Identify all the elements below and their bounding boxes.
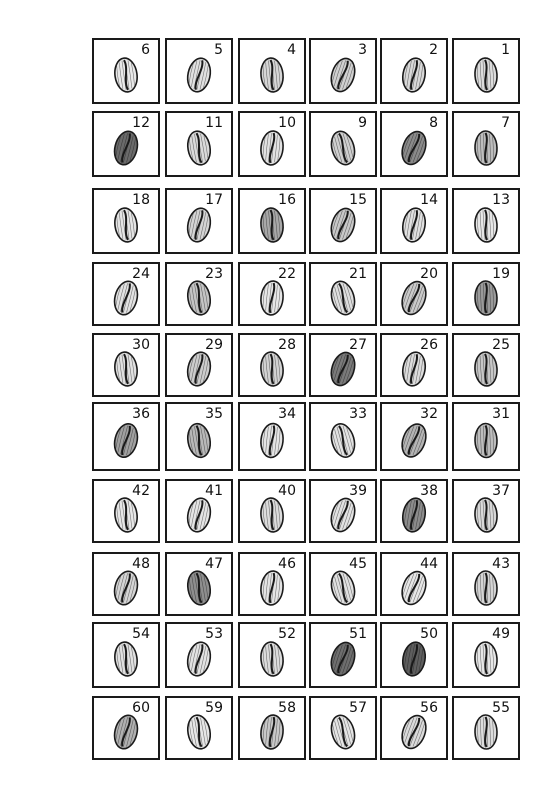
bean-card xyxy=(452,111,520,177)
coffee-bean-icon xyxy=(454,698,522,762)
coffee-bean-icon xyxy=(382,554,450,618)
coffee-bean-icon xyxy=(167,190,235,254)
card-number: 53 xyxy=(205,626,223,642)
bean-card xyxy=(238,333,306,397)
bean-card xyxy=(309,402,377,471)
coffee-bean-icon xyxy=(240,190,308,254)
coffee-bean-icon xyxy=(94,40,162,104)
coffee-bean-icon xyxy=(454,335,522,399)
card-number: 43 xyxy=(492,556,510,572)
card-number: 1 xyxy=(501,42,510,58)
bean-card xyxy=(238,622,306,688)
coffee-bean-icon xyxy=(167,624,235,688)
bean-card xyxy=(452,402,520,471)
card-number: 48 xyxy=(132,556,150,572)
coffee-bean-icon xyxy=(311,113,379,177)
bean-card xyxy=(309,262,377,326)
coffee-bean-icon xyxy=(311,481,379,545)
coffee-bean-icon xyxy=(382,481,450,545)
card-number: 47 xyxy=(205,556,223,572)
card-number: 45 xyxy=(349,556,367,572)
bean-card xyxy=(380,188,448,254)
card-number: 6 xyxy=(141,42,150,58)
bean-card xyxy=(309,333,377,397)
card-number: 35 xyxy=(205,406,223,422)
bean-card xyxy=(92,188,160,254)
coffee-bean-icon xyxy=(311,554,379,618)
bean-card xyxy=(92,333,160,397)
bean-card xyxy=(92,111,160,177)
card-number: 33 xyxy=(349,406,367,422)
coffee-bean-icon xyxy=(311,404,379,468)
card-number: 28 xyxy=(278,337,296,353)
card-number: 29 xyxy=(205,337,223,353)
coffee-bean-icon xyxy=(311,264,379,328)
card-number: 57 xyxy=(349,700,367,716)
card-number: 31 xyxy=(492,406,510,422)
card-number: 56 xyxy=(420,700,438,716)
bean-card xyxy=(452,188,520,254)
bean-card xyxy=(380,622,448,688)
coffee-bean-icon xyxy=(382,624,450,688)
card-number: 55 xyxy=(492,700,510,716)
bean-card xyxy=(165,622,233,688)
bean-card xyxy=(92,696,160,760)
card-number: 3 xyxy=(358,42,367,58)
coffee-bean-icon xyxy=(382,190,450,254)
coffee-bean-icon xyxy=(167,404,235,468)
coffee-bean-icon xyxy=(240,698,308,762)
coffee-bean-icon xyxy=(240,404,308,468)
bean-card xyxy=(165,333,233,397)
card-number: 22 xyxy=(278,266,296,282)
bean-card xyxy=(380,111,448,177)
card-number: 14 xyxy=(420,192,438,208)
coffee-bean-icon xyxy=(94,698,162,762)
card-number: 25 xyxy=(492,337,510,353)
bean-card xyxy=(92,38,160,104)
card-number: 8 xyxy=(429,115,438,131)
coffee-bean-icon xyxy=(167,264,235,328)
card-number: 21 xyxy=(349,266,367,282)
coffee-bean-icon xyxy=(454,113,522,177)
bean-card xyxy=(238,188,306,254)
card-number: 9 xyxy=(358,115,367,131)
card-number: 52 xyxy=(278,626,296,642)
card-number: 7 xyxy=(501,115,510,131)
card-number: 34 xyxy=(278,406,296,422)
coffee-bean-icon xyxy=(454,481,522,545)
bean-card xyxy=(92,552,160,616)
card-number: 46 xyxy=(278,556,296,572)
card-number: 38 xyxy=(420,483,438,499)
bean-card xyxy=(380,479,448,543)
coffee-bean-icon xyxy=(454,404,522,468)
bean-card xyxy=(452,38,520,104)
bean-card xyxy=(309,479,377,543)
card-number: 60 xyxy=(132,700,150,716)
card-number: 18 xyxy=(132,192,150,208)
coffee-bean-icon xyxy=(311,190,379,254)
bean-card xyxy=(165,552,233,616)
card-number: 11 xyxy=(205,115,223,131)
bean-card xyxy=(452,479,520,543)
card-number: 4 xyxy=(287,42,296,58)
bean-card xyxy=(452,262,520,326)
card-number: 58 xyxy=(278,700,296,716)
card-number: 12 xyxy=(132,115,150,131)
coffee-bean-icon xyxy=(382,404,450,468)
bean-card xyxy=(309,552,377,616)
bean-card xyxy=(309,38,377,104)
card-number: 51 xyxy=(349,626,367,642)
bean-card xyxy=(92,402,160,471)
bean-card xyxy=(238,262,306,326)
card-number: 19 xyxy=(492,266,510,282)
coffee-bean-icon xyxy=(454,264,522,328)
coffee-bean-icon xyxy=(94,264,162,328)
coffee-bean-icon xyxy=(454,624,522,688)
coffee-bean-icon xyxy=(454,190,522,254)
bean-card xyxy=(380,38,448,104)
card-number: 16 xyxy=(278,192,296,208)
card-number: 17 xyxy=(205,192,223,208)
coffee-bean-icon xyxy=(240,40,308,104)
card-number: 26 xyxy=(420,337,438,353)
card-number: 27 xyxy=(349,337,367,353)
bean-card xyxy=(309,696,377,760)
coffee-bean-icon xyxy=(167,40,235,104)
bean-card xyxy=(238,38,306,104)
coffee-bean-icon xyxy=(454,554,522,618)
bean-card xyxy=(238,111,306,177)
bean-card xyxy=(380,402,448,471)
coffee-bean-icon xyxy=(167,698,235,762)
bean-card xyxy=(452,333,520,397)
bean-card xyxy=(380,696,448,760)
bean-card xyxy=(165,38,233,104)
coffee-bean-icon xyxy=(94,554,162,618)
card-number: 32 xyxy=(420,406,438,422)
card-number: 13 xyxy=(492,192,510,208)
bean-card xyxy=(92,622,160,688)
bean-card xyxy=(452,696,520,760)
coffee-bean-icon xyxy=(382,264,450,328)
coffee-bean-icon xyxy=(94,404,162,468)
coffee-bean-icon xyxy=(311,335,379,399)
bean-card xyxy=(309,622,377,688)
coffee-bean-icon xyxy=(94,113,162,177)
bean-card xyxy=(309,111,377,177)
card-number: 44 xyxy=(420,556,438,572)
coffee-bean-icon xyxy=(167,335,235,399)
bean-card xyxy=(165,479,233,543)
card-number: 42 xyxy=(132,483,150,499)
coffee-bean-icon xyxy=(240,624,308,688)
bean-card xyxy=(380,552,448,616)
coffee-bean-icon xyxy=(94,190,162,254)
card-number: 24 xyxy=(132,266,150,282)
bean-card xyxy=(165,696,233,760)
bean-card xyxy=(380,262,448,326)
card-number: 41 xyxy=(205,483,223,499)
card-number: 37 xyxy=(492,483,510,499)
coffee-bean-icon xyxy=(240,264,308,328)
coffee-bean-icon xyxy=(94,624,162,688)
bean-card xyxy=(165,402,233,471)
coffee-bean-icon xyxy=(167,113,235,177)
bean-card xyxy=(238,479,306,543)
coffee-bean-icon xyxy=(382,113,450,177)
bean-card xyxy=(452,622,520,688)
card-number: 5 xyxy=(214,42,223,58)
bean-card xyxy=(92,479,160,543)
coffee-bean-icon xyxy=(167,481,235,545)
card-number: 15 xyxy=(349,192,367,208)
bean-card xyxy=(238,696,306,760)
coffee-bean-icon xyxy=(167,554,235,618)
coffee-bean-icon xyxy=(94,481,162,545)
bean-card xyxy=(165,188,233,254)
bean-card xyxy=(380,333,448,397)
coffee-bean-icon xyxy=(94,335,162,399)
bean-card xyxy=(92,262,160,326)
coffee-bean-icon xyxy=(311,40,379,104)
coffee-bean-icon xyxy=(240,113,308,177)
coffee-bean-icon xyxy=(454,40,522,104)
card-number: 36 xyxy=(132,406,150,422)
card-number: 30 xyxy=(132,337,150,353)
coffee-bean-icon xyxy=(382,335,450,399)
coffee-bean-icon xyxy=(311,698,379,762)
coffee-bean-icon xyxy=(240,481,308,545)
card-number: 23 xyxy=(205,266,223,282)
card-number: 59 xyxy=(205,700,223,716)
coffee-bean-icon xyxy=(382,40,450,104)
card-number: 20 xyxy=(420,266,438,282)
coffee-bean-icon xyxy=(240,335,308,399)
card-number: 40 xyxy=(278,483,296,499)
bean-card xyxy=(452,552,520,616)
coffee-bean-icon xyxy=(311,624,379,688)
card-number: 54 xyxy=(132,626,150,642)
card-number: 49 xyxy=(492,626,510,642)
bean-card xyxy=(165,111,233,177)
card-number: 39 xyxy=(349,483,367,499)
coffee-bean-icon xyxy=(240,554,308,618)
bean-card xyxy=(238,552,306,616)
bean-card xyxy=(309,188,377,254)
bean-card xyxy=(165,262,233,326)
card-number: 10 xyxy=(278,115,296,131)
card-number: 2 xyxy=(429,42,438,58)
card-number: 50 xyxy=(420,626,438,642)
bean-card xyxy=(238,402,306,471)
coffee-bean-icon xyxy=(382,698,450,762)
